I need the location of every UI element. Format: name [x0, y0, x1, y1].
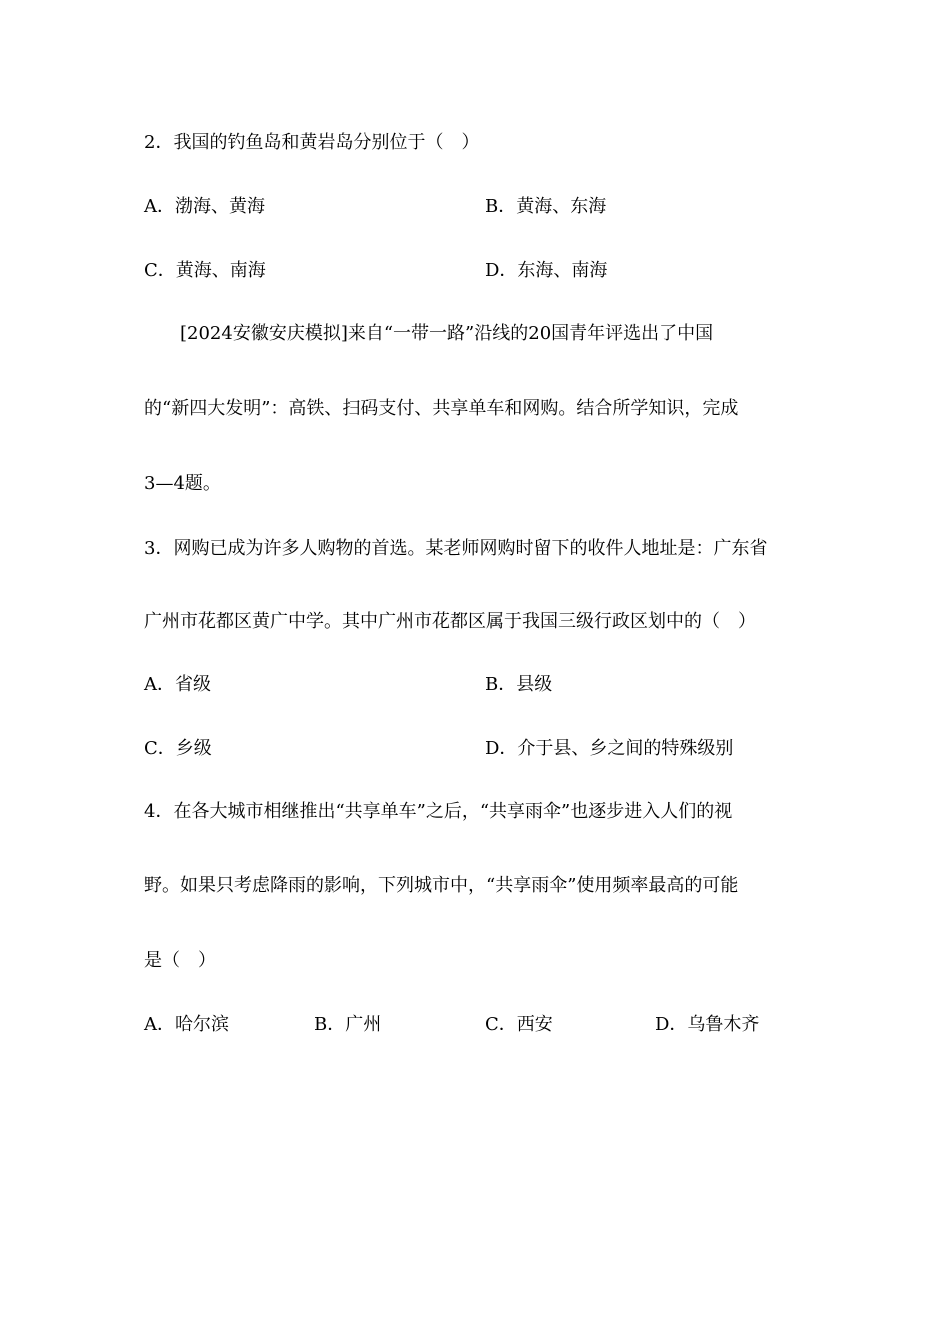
- intro-line-3: 3—4题。: [144, 473, 221, 494]
- q4-stem-line-1: 4．在各大城市相继推出“共享单车”之后，“共享雨伞”也逐步进入人们的视: [144, 801, 733, 822]
- q3-option-a: A．省级: [144, 674, 211, 695]
- q3-stem-line-2: 广州市花都区黄广中学。其中广州市花都区属于我国三级行政区划中的（ ）: [144, 611, 756, 632]
- intro-line-1: [2024安徽安庆模拟]来自“一带一路”沿线的20国青年评选出了中国: [180, 323, 714, 344]
- q3-option-c: C．乡级: [144, 738, 212, 759]
- q3-option-d: D．介于县、乡之间的特殊级别: [485, 738, 734, 759]
- q2-option-b: B．黄海、东海: [485, 196, 607, 217]
- q2-option-a: A．渤海、黄海: [144, 196, 265, 217]
- q4-option-a: A．哈尔滨: [144, 1014, 229, 1035]
- q4-stem-line-3: 是（ ）: [144, 950, 216, 971]
- q4-option-d: D．乌鲁木齐: [655, 1014, 760, 1035]
- q2-option-d: D．东海、南海: [485, 260, 608, 281]
- q2-option-c: C．黄海、南海: [144, 260, 266, 281]
- intro-line-2: 的“新四大发明”：高铁、扫码支付、共享单车和网购。结合所学知识，完成: [144, 398, 739, 419]
- q4-stem-line-2: 野。如果只考虑降雨的影响，下列城市中，“共享雨伞”使用频率最高的可能: [144, 875, 739, 896]
- q3-stem-line-1: 3．网购已成为许多人购物的首选。某老师网购时留下的收件人地址是：广东省: [144, 538, 768, 559]
- q2-stem: 2．我国的钓鱼岛和黄岩岛分别位于（ ）: [144, 132, 480, 153]
- q3-option-b: B．县级: [485, 674, 553, 695]
- q4-option-b: B．广州: [314, 1014, 382, 1035]
- q4-option-c: C．西安: [485, 1014, 553, 1035]
